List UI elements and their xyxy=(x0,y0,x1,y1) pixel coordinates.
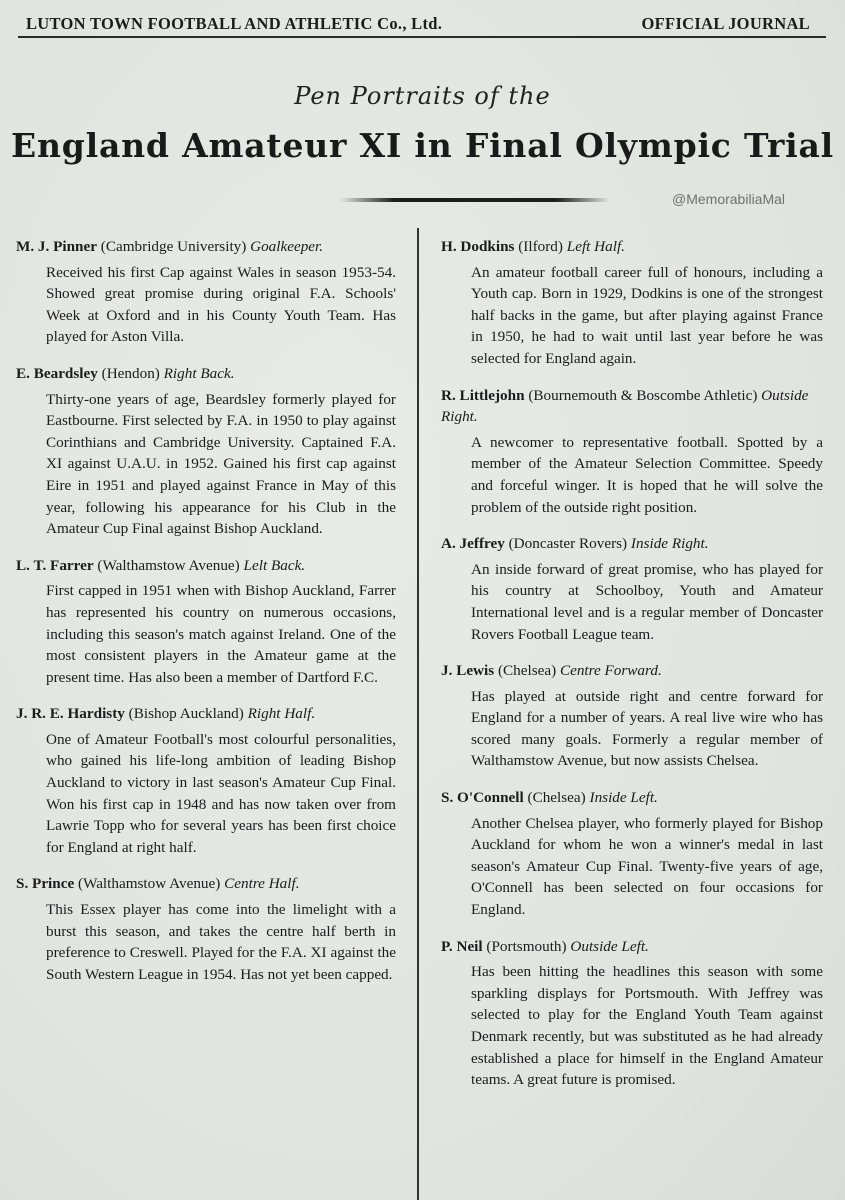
player-name: S. O'Connell xyxy=(441,789,524,807)
player-name: R. Littlejohn xyxy=(441,386,525,404)
player-entry xyxy=(16,363,396,540)
player-heading xyxy=(16,236,396,258)
player-entry xyxy=(16,555,396,689)
player-name: J. R. E. Hardisty xyxy=(16,705,125,723)
player-entry xyxy=(441,533,823,645)
player-position: Right Half. xyxy=(247,705,316,723)
player-position: Right Back. xyxy=(163,364,235,382)
player-bio: Another Chelsea player, who formerly played for Bishop Auckland for whom he won a winner's medal in last season's Amateur Cup Final. Twenty-five years of age, O'Connell has been selected on four occasions for England. xyxy=(471,814,823,919)
player-club: (Doncaster Rovers) xyxy=(508,535,628,553)
player-heading xyxy=(16,873,396,895)
player-bio: Thirty-one years of age, Beardsley formerly played for Eastbourne. First selected by F.A. in 1950 to play against Corinthians and Cambridge University. Captained F.A. XI against U.A.U. in 1952. Gained his first cap against Eire in 1951 and played against France in May of this year, following his appearance for his Club in the Amateur Cup Final against Bishop Auckland. xyxy=(46,390,396,538)
player-heading xyxy=(441,936,823,958)
player-club: (Ilford) xyxy=(518,238,563,255)
player-bio: First capped in 1951 when with Bishop Auckland, Farrer has represented his country on numerous occasions, including this season's match against Ireland. One of the most consistent players in the Amateur game at the present time. Has also been a member of Dartford F.C. xyxy=(46,582,396,686)
player-heading xyxy=(441,236,823,258)
journal-label: OFFICIAL JOURNAL xyxy=(641,14,810,33)
page-header xyxy=(18,6,826,38)
title-rule xyxy=(340,198,610,202)
player-position: Goalkeeper. xyxy=(250,238,324,255)
column-divider xyxy=(417,228,419,1200)
watermark: @MemorabiliaMal xyxy=(672,191,786,207)
player-entry xyxy=(441,787,823,921)
player-bio: Has played at outside right and centre forward for England for a number of years. A real live wire who has scored many goals. Formerly a regular member of Walthamstow Avenue, but now assists Chelsea. xyxy=(471,687,823,770)
player-entry xyxy=(16,873,396,985)
player-heading xyxy=(16,555,396,577)
player-entry xyxy=(441,236,823,370)
player-club: (Walthamstow Avenue) xyxy=(78,875,221,893)
player-bio: A newcomer to representative football. Spotted by a member of the Amateur Selection Committee. Speedy and forceful winger. It is hoped that he will solve the problem of the outside right position. xyxy=(471,433,823,516)
player-bio: An inside forward of great promise, who has played for his country at Schoolboy, Youth and Amateur International level and is a regular member of Doncaster Rovers Football League team. xyxy=(471,560,823,643)
player-heading xyxy=(441,385,823,428)
player-name: E. Beardsley xyxy=(16,364,98,382)
publisher-name: LUTON TOWN FOOTBALL AND ATHLETIC Co., Ltd. xyxy=(26,14,443,33)
player-name: S. Prince xyxy=(16,875,75,893)
player-name: J. Lewis xyxy=(441,662,495,680)
player-club: (Bournemouth & Boscombe Athletic) xyxy=(528,386,758,404)
player-entry xyxy=(441,385,823,519)
player-position: Centre Forward. xyxy=(559,662,662,680)
player-name: A. Jeffrey xyxy=(441,535,505,553)
player-club: (Hendon) xyxy=(101,364,160,382)
player-heading xyxy=(16,363,396,385)
player-bio: This Essex player has come into the limelight with a burst this season, and takes the centre half berth in preference to Creswell. Played for the F.A. XI against the South Western League in 1954. Has not yet been capped. xyxy=(46,901,396,983)
player-position: Inside Left. xyxy=(589,789,658,807)
player-name: H. Dodkins xyxy=(441,238,515,255)
player-bio: An amateur football career full of honours, including a Youth cap. Born in 1929, Dodkins is one of the strongest half backs in the game, but after playing against France in 1950, he had to wait until last year before he was selected for England again. xyxy=(471,263,823,367)
player-bio: Has been hitting the headlines this season with some sparkling displays for Portsmouth. With Jeffrey was selected to play for the England Youth Team against Denmark recently, but was substituted as he had already established a place for himself in the England Amateur teams. A great future is promised. xyxy=(471,963,823,1089)
player-bio: Received his first Cap against Wales in season 1953-54. Showed great promise during original F.A. Schools' Week at Oxford and in his County Youth Team. Has played for Aston Villa. xyxy=(46,263,396,346)
player-entry xyxy=(16,236,396,348)
player-entry xyxy=(441,660,823,772)
player-club: (Cambridge University) xyxy=(100,238,247,255)
right-column xyxy=(441,236,823,1106)
player-heading xyxy=(441,533,823,555)
player-position: Outside Left. xyxy=(570,937,649,955)
page-title: England Amateur XI in Final Olympic Trial xyxy=(11,126,834,165)
page-subtitle: Pen Portraits of the xyxy=(294,82,551,110)
player-position: Centre Half. xyxy=(224,875,300,893)
player-position: Inside Right. xyxy=(630,535,709,553)
player-name: L. T. Farrer xyxy=(16,556,94,574)
left-column xyxy=(16,236,396,1000)
player-entry xyxy=(441,936,823,1091)
player-club: (Portsmouth) xyxy=(486,937,567,955)
player-heading xyxy=(441,787,823,809)
player-name: P. Neil xyxy=(441,937,483,955)
player-club: (Chelsea) xyxy=(527,789,586,807)
player-position: Left Half. xyxy=(566,238,625,255)
player-position: Outside Right. xyxy=(441,386,809,426)
player-bio: One of Amateur Football's most colourful personalities, who gained his life-long ambition of leading Bishop Auckland to victory in last season's Amateur Cup Final. Won his first cap in 1948 and has now taken over from Lawrie Topp who for several years has been first choice for England at right half. xyxy=(46,730,396,856)
player-club: (Bishop Auckland) xyxy=(128,705,244,723)
player-heading xyxy=(16,703,396,725)
player-position: Lelt Back. xyxy=(243,556,306,574)
player-club: (Walthamstow Avenue) xyxy=(97,556,240,574)
player-heading xyxy=(441,660,823,682)
player-entry xyxy=(16,703,396,858)
player-club: (Chelsea) xyxy=(497,662,557,680)
player-name: M. J. Pinner xyxy=(16,238,97,255)
